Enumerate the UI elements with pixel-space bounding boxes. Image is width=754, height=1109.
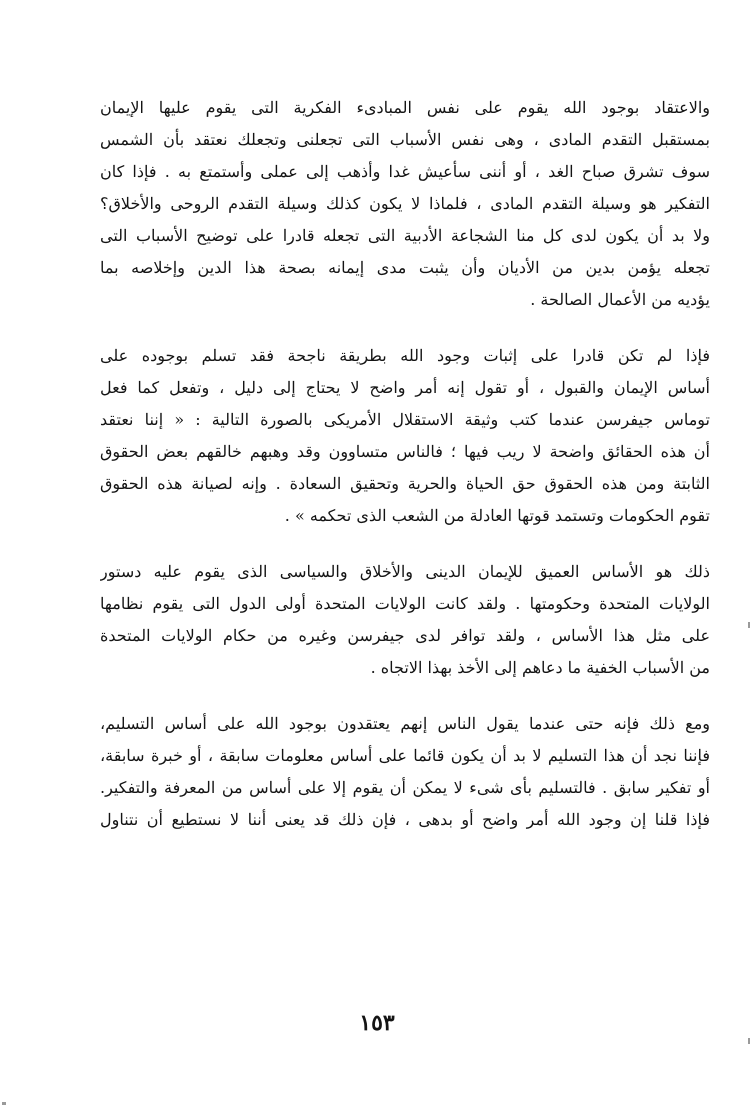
text-line: ذلك هو الأساس العميق للإيمان الدينى والأخلاق والسياسى الذى يقوم عليه دستور	[100, 562, 710, 581]
text-line: فإذا قلنا إن وجود الله أمر واضح أو بدهى ، فإن ذلك قد يعنى أننا لا نستطيع أن نتناول	[100, 810, 710, 829]
text-line: فإننا نجد أن هذا التسليم لا بد أن يكون قائما على أساس معلومات سابقة ، أو خبرة سابقة،	[100, 746, 710, 765]
scan-artifact-mark	[748, 1038, 750, 1044]
text-line: يؤديه من الأعمال الصالحة .	[530, 290, 710, 309]
paragraph-3	[100, 556, 710, 684]
paragraph-1	[100, 92, 710, 316]
text-line: ومع ذلك فإنه حتى عندما يقول الناس إنهم يعتقدون بوجود الله على أساس التسليم،	[100, 714, 710, 733]
text-line: الولايات المتحدة وحكومتها . ولقد كانت الولايات المتحدة أولى الدول التى يقوم نظامها	[100, 594, 710, 613]
text-line: تقوم الحكومات وتستمد قوتها العادلة من الشعب الذى تحكمه » .	[284, 506, 710, 525]
text-line: الثابتة ومن هذه الحقوق حق الحياة والحرية وتحقيق السعادة . وإنه لصيانة هذه الحقوق	[100, 474, 710, 493]
page-number: ١٥٣	[359, 1010, 395, 1036]
text-line: فإذا لم تكن قادرا على إثبات وجود الله بطريقة ناجحة فقد تسلم بوجوده على	[100, 346, 710, 365]
text-line: أو تفكير سابق . فالتسليم بأى شىء لا يمكن أن يقوم إلا على أساس من المعرفة والتفكير.	[100, 778, 710, 797]
paragraph-2	[100, 340, 710, 532]
text-line: والاعتقاد بوجود الله يقوم على نفس المبادىء الفكرية التى يقوم عليها الإيمان	[100, 98, 710, 117]
text-line: توماس جيفرسن عندما كتب وثيقة الاستقلال الأمريكى بالصورة التالية : « إننا نعتقد	[100, 410, 710, 429]
text-line: أساس الإيمان والقبول ، أو تقول إنه أمر واضح لا يحتاج إلى دليل ، وتفعل كما فعل	[100, 378, 710, 397]
text-line: من الأسباب الخفية ما دعاهم إلى الأخذ بهذا الاتجاه .	[370, 658, 710, 677]
text-line: على مثل هذا الأساس ، ولقد توافر لدى جيفرسن وغيره من حكام الولايات المتحدة	[100, 626, 710, 645]
paragraph-4	[100, 708, 710, 836]
text-line: ولا بد أن يكون لدى كل منا الشجاعة الأدبية التى تجعله قادرا على توضيح الأسباب التى	[100, 226, 710, 245]
page-body	[100, 92, 710, 860]
text-line: التفكير هو وسيلة التقدم المادى ، فلماذا لا يكون كذلك وسيلة التقدم الروحى والأخلاق؟	[100, 194, 710, 213]
text-line: بمستقبل التقدم المادى ، وهى نفس الأسباب التى تجعلنى وتجعلك نعتقد بأن الشمس	[100, 130, 710, 149]
text-line: أن هذه الحقائق واضحة لا ريب فيها ؛ فالناس متساوون وقد وهبهم خالقهم بعض الحقوق	[100, 442, 710, 461]
text-line: تجعله يؤمن بدين من الأديان وأن يثبت مدى إيمانه بصحة هذا الدين وإخلاصه بما	[100, 258, 710, 277]
text-line: سوف تشرق صباح الغد ، أو أننى سأعيش غدا وأذهب إلى عملى وأستمتع به . فإذا كان	[100, 162, 710, 181]
scan-artifact-mark	[2, 1102, 6, 1105]
scan-artifact-mark	[748, 622, 750, 628]
